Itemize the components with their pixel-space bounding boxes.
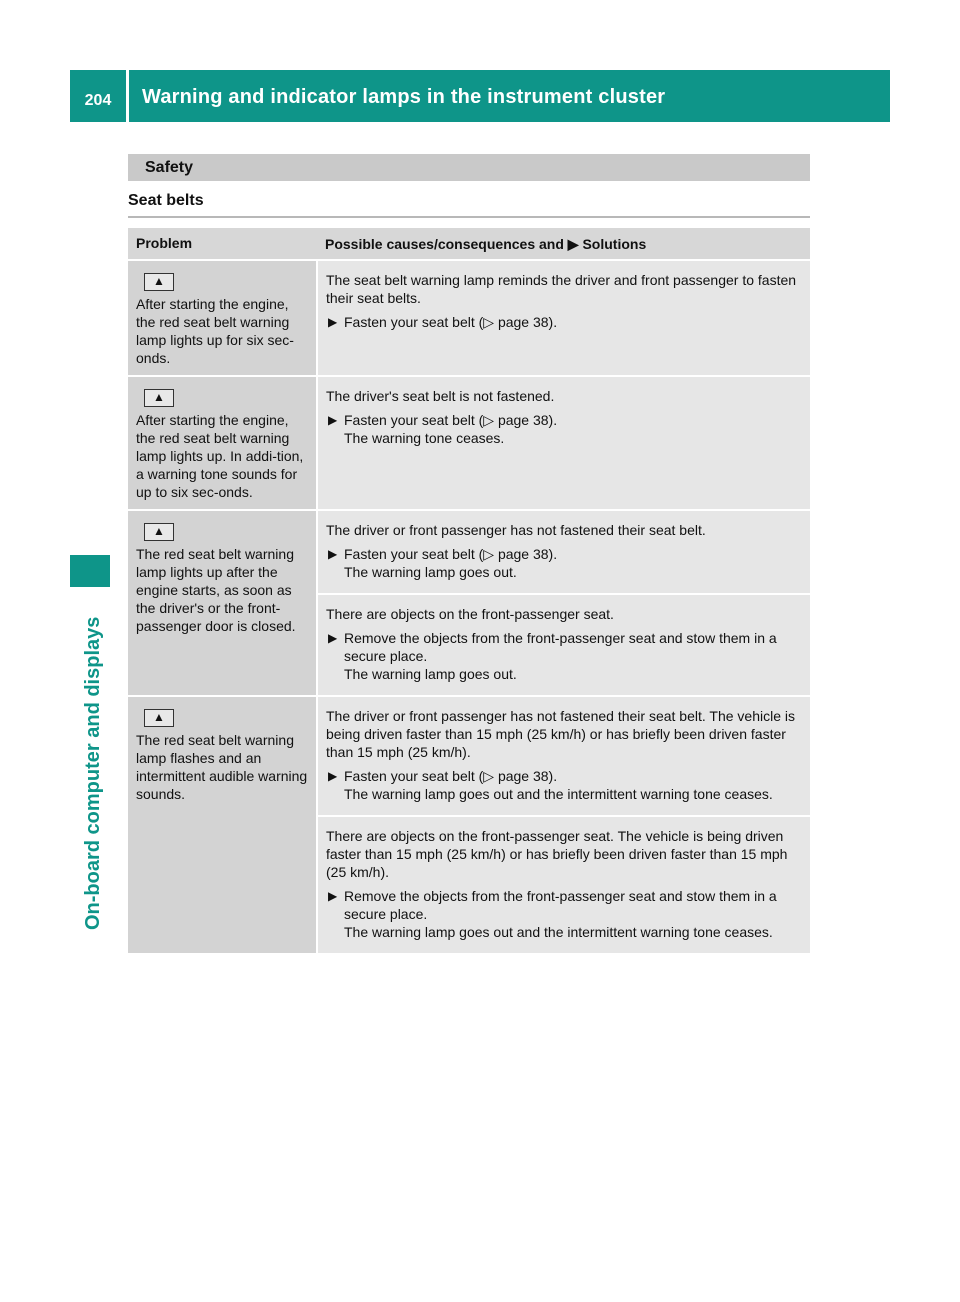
problem-cell [128,260,317,376]
header-divider [126,70,129,122]
side-chapter-text: On-board computer and displays [82,616,104,930]
side-chapter-label [82,530,122,930]
step-arrow-icon: ▶ [328,547,338,561]
side-tab-block [70,555,110,587]
solution-step [326,887,802,941]
col-solutions-prefix: Possible causes/consequences and [325,236,564,252]
step-text: Fasten your seat belt (▷ page 38). [344,768,558,784]
step-text: Fasten your seat belt (▷ page 38). [344,546,558,562]
arrow-icon: ▶ [567,236,579,252]
step-result: The warning lamp goes out and the intermittent warning tone ceases. [344,786,773,802]
seatbelt-warning-icon: ▲ [144,709,174,727]
cause-text: The seat belt warning lamp reminds the driver and front passenger to fasten their seat belts. [326,272,797,306]
solution-cell [317,594,810,696]
col-problem: Problem [128,228,317,260]
section-bar [128,154,810,181]
step-arrow-icon: ▶ [328,631,338,645]
step-arrow-icon: ▶ [328,889,338,903]
step-arrow-icon: ▶ [328,315,338,329]
step-text: Fasten your seat belt (▷ page 38). [344,412,558,428]
step-result: The warning lamp goes out. [344,666,517,682]
step-result: The warning tone ceases. [344,430,505,446]
seatbelt-warning-icon: ▲ [144,389,174,407]
solution-step [326,629,802,683]
table-row [128,376,810,510]
col-solutions-suffix: Solutions [582,236,647,252]
col-solutions [317,228,810,260]
step-arrow-icon: ▶ [328,413,338,427]
seatbelt-warning-icon: ▲ [144,273,174,291]
step-result: The warning lamp goes out and the intermittent warning tone ceases. [344,924,773,940]
problem-cell [128,696,317,953]
step-text: Fasten your seat belt (▷ page 38). [344,314,558,330]
cause-text: There are objects on the front-passenger seat. The vehicle is being driven faster than 15 mph (25 km/h) or has briefly been driven faster than 15 mph (25 km/h). [326,828,788,880]
solution-step [326,411,802,447]
section-title: Safety [145,159,194,176]
cause-text: The driver's seat belt is not fastened. [326,388,555,404]
problem-table [128,228,810,953]
problem-cell [128,376,317,510]
page-number: 204 [84,92,112,109]
solution-step [326,313,802,331]
subheading: Seat belts [128,192,204,209]
problem-cell [128,510,317,696]
solution-cell [317,510,810,594]
solution-cell [317,260,810,376]
page-title: Warning and indicator lamps in the instrument cluster [142,86,666,108]
problem-text: After starting the engine, the red seat belt warning lamp lights up for six sec-onds. [136,296,294,366]
cause-text: The driver or front passenger has not fastened their seat belt. [326,522,706,538]
cause-text: There are objects on the front-passenger seat. [326,606,614,622]
step-arrow-icon: ▶ [328,769,338,783]
problem-text: The red seat belt warning lamp lights up after the engine starts, as soon as the driver's or the front-passenger door is closed. [136,546,296,634]
step-text: Remove the objects from the front-passenger seat and stow them in a secure place. [344,630,777,664]
solution-cell [317,376,810,510]
problem-text: After starting the engine, the red seat belt warning lamp lights up. In addi-tion, a warning tone sounds for up to six sec-onds. [136,412,304,500]
solution-step [326,545,802,581]
problem-text: The red seat belt warning lamp flashes and an intermittent audible warning sounds. [136,732,308,802]
cause-text: The driver or front passenger has not fastened their seat belt. The vehicle is being driven faster than 15 mph (25 km/h) or has briefly been driven faster than 15 mph (25 km/h). [326,708,795,760]
table-row [128,260,810,376]
solution-cell [317,816,810,953]
solution-step [326,767,802,803]
table-row [128,696,810,816]
table-row [128,510,810,594]
solution-cell [317,696,810,816]
step-result: The warning lamp goes out. [344,564,517,580]
seatbelt-warning-icon: ▲ [144,523,174,541]
table-header-row [128,228,810,260]
step-text: Remove the objects from the front-passenger seat and stow them in a secure place. [344,888,777,922]
subheading-rule [128,216,810,218]
